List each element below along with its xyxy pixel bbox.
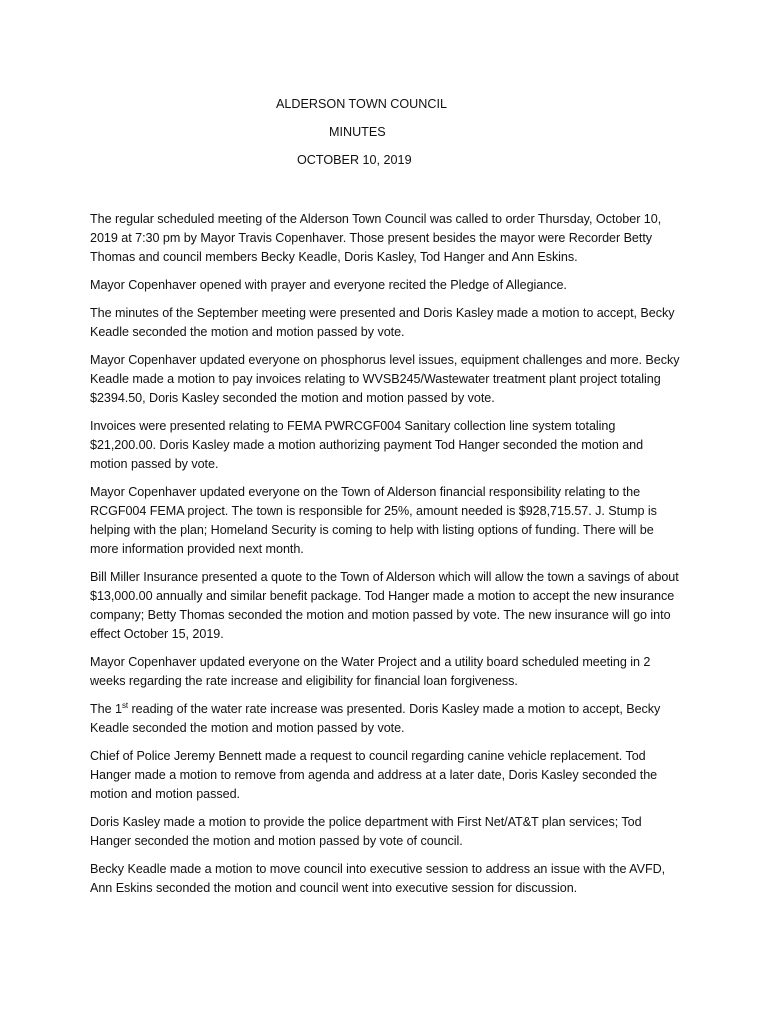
paragraph-prayer-pledge: Mayor Copenhaver opened with prayer and everyone recited the Pledge of Allegiance. — [90, 278, 567, 292]
reading-ordinal-suffix: st — [121, 700, 129, 710]
paragraph-water-project: Mayor Copenhaver updated everyone on the Water Project and a utility board scheduled meeting in 2 weeks regarding the rate increase and eligibility for financial loan forgiveness. — [90, 655, 651, 688]
paragraph-fema-responsibility: Mayor Copenhaver updated everyone on the Town of Alderson financial responsibility relating to the RCGF004 FEMA project. The town is responsible for 25%, amount needed is $928,715.57. J. Stump is helping with the plan; Homeland Security is coming to help with listing options of funding. There will be more information provided next month. — [90, 485, 657, 556]
paragraph-police-plan: Doris Kasley made a motion to provide the police department with First Net/AT&T plan services; Tod Hanger seconded the motion and motion passed by vote of council. — [90, 815, 642, 848]
minutes-body — [90, 210, 680, 907]
paragraph-previous-minutes: The minutes of the September meeting were presented and Doris Kasley made a motion to accept, Becky Keadle seconded the motion and motion passed by vote. — [90, 306, 675, 339]
meeting-date-heading: OCTOBER 10, 2019 — [297, 153, 412, 167]
paragraph-executive-session: Becky Keadle made a motion to move council into executive session to address an issue with the AVFD, Ann Eskins seconded the motion and council went into executive session for discussion. — [90, 862, 666, 895]
paragraph-phosphorus-update: Mayor Copenhaver updated everyone on phosphorus level issues, equipment challenges and more. Becky Keadle made a motion to pay invoices relating to WVSB245/Wastewater treatment plant project totaling $2394.50, Doris Kasley seconded the motion and motion passed by vote. — [90, 353, 680, 405]
reading-text-before: The 1 — [90, 702, 122, 716]
reading-text-after: reading of the water rate increase was presented. Doris Kasley made a motion to accept, Becky Keadle seconded the motion and motion passed by vote. — [90, 702, 661, 735]
council-name-heading: ALDERSON TOWN COUNCIL — [276, 97, 447, 111]
paragraph-canine-vehicle: Chief of Police Jeremy Bennett made a request to council regarding canine vehicle replacement. Tod Hanger made a motion to remove from agenda and address at a later date, Doris Kasley seconded the motion and motion passed. — [90, 749, 658, 801]
paragraph-water-rate-reading — [90, 700, 680, 738]
paragraph-insurance: Bill Miller Insurance presented a quote to the Town of Alderson which will allow the town a savings of about $13,000.00 annually and similar benefit package. Tod Hanger made a motion to accept the new insurance company; Betty Thomas seconded the motion and motion passed by vote. The new insurance will go into effect October 15, 2019. — [90, 570, 679, 641]
paragraph-fema-invoices: Invoices were presented relating to FEMA PWRCGF004 Sanitary collection line system totaling $21,200.00. Doris Kasley made a motion authorizing payment Tod Hanger seconded the motion and motion passed by vote. — [90, 419, 644, 471]
minutes-heading: MINUTES — [329, 125, 386, 139]
paragraph-call-to-order: The regular scheduled meeting of the Alderson Town Council was called to order Thursday, October 10, 2019 at 7:30 pm by Mayor Travis Copenhaver. Those present besides the mayor were Recorder Betty Thomas and council members Becky Keadle, Doris Kasley, Tod Hanger and Ann Eskins. — [90, 212, 662, 264]
